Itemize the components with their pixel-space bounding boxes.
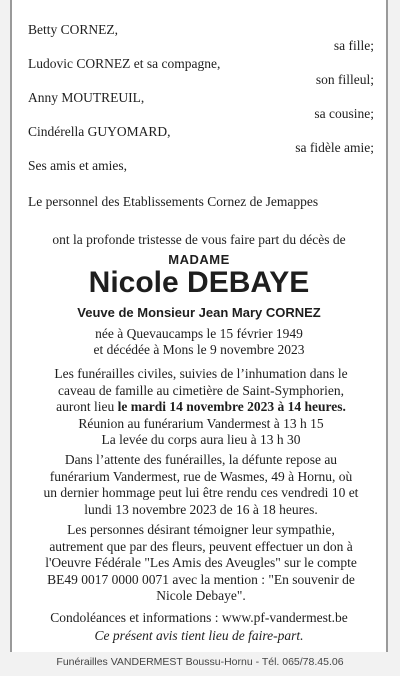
donation-text: Les personnes désirant témoigner leur sympathie,	[67, 522, 335, 537]
family-member-relation: sa cousine;	[314, 106, 374, 121]
friends-line: Ses amis et amies,	[28, 158, 127, 173]
family-member-name: Anny MOUTREUIL,	[28, 90, 145, 105]
viewing-text: funérarium Vandermest, rue de Wasmes, 49 à Hornu, où	[49, 468, 353, 484]
obituary-notice	[10, 0, 388, 652]
death-line: et décédée à Mons le 9 novembre 2023	[93, 342, 305, 357]
funeral-text: caveau de famille au cimetière de Saint-Symphorien,	[57, 382, 344, 398]
family-member-name: Cindérella GUYOMARD,	[28, 124, 171, 139]
footer-contact: Funérailles VANDERMEST Boussu-Hornu - Tél. 065/78.45.06	[56, 656, 344, 668]
announcement: ont la profonde tristesse de vous faire part du décès de	[52, 232, 346, 247]
donation-details	[28, 522, 374, 605]
widow-of: Veuve de Monsieur Jean Mary CORNEZ	[77, 305, 321, 320]
staff-line: Le personnel des Etablissements Cornez de Jemappes	[28, 194, 319, 209]
viewing-text: un dernier hommage peut lui être rendu ces vendredi 10 et	[43, 485, 359, 500]
funeral-text: Les funérailles civiles, suivies de l’inhumation dans le	[54, 366, 348, 381]
birth-line: née à Quevaucamps le 15 février 1949	[95, 326, 303, 341]
family-member-relation: sa fille;	[333, 38, 374, 53]
deceased-name: Nicole DEBAYE	[88, 266, 310, 299]
family-member-relation: son filleul;	[315, 72, 374, 87]
donation-text: l'Oeuvre Fédérale "Les Amis des Aveugles" sur le compte	[45, 555, 357, 570]
family-member-name: Betty CORNEZ,	[28, 22, 118, 37]
donation-text: autrement que par des fleurs, peuvent effectuer un don à	[49, 538, 353, 554]
condolences-line: Condoléances et informations : www.pf-vandermest.be	[50, 610, 348, 625]
funeral-text: auront lieu	[56, 399, 115, 414]
funeral-departure: La levée du corps aura lieu à 13 h 30	[101, 432, 301, 447]
donation-text: Nicole Debaye".	[156, 588, 246, 603]
viewing-details	[28, 452, 374, 518]
closing-line: Ce présent avis tient lieu de faire-part.	[94, 628, 304, 643]
honorific: MADAME	[168, 252, 230, 267]
viewing-text: lundi 13 novembre 2023 de 16 à 18 heures.	[84, 501, 318, 517]
donation-text: BE49 0017 0000 0071 avec la mention : "En souvenir de	[47, 571, 355, 587]
funeral-details	[28, 366, 374, 449]
family-member-name: Ludovic CORNEZ et sa compagne,	[28, 56, 221, 71]
viewing-text: Dans l’attente des funérailles, la défunte repose au	[64, 452, 338, 467]
funeral-date: le mardi 14 novembre 2023 à 14 heures.	[117, 399, 346, 414]
funeral-meeting: Réunion au funérarium Vandermest à 13 h 15	[78, 415, 324, 431]
family-member-relation: sa fidèle amie;	[295, 140, 374, 155]
funeral-date-line	[28, 399, 374, 416]
